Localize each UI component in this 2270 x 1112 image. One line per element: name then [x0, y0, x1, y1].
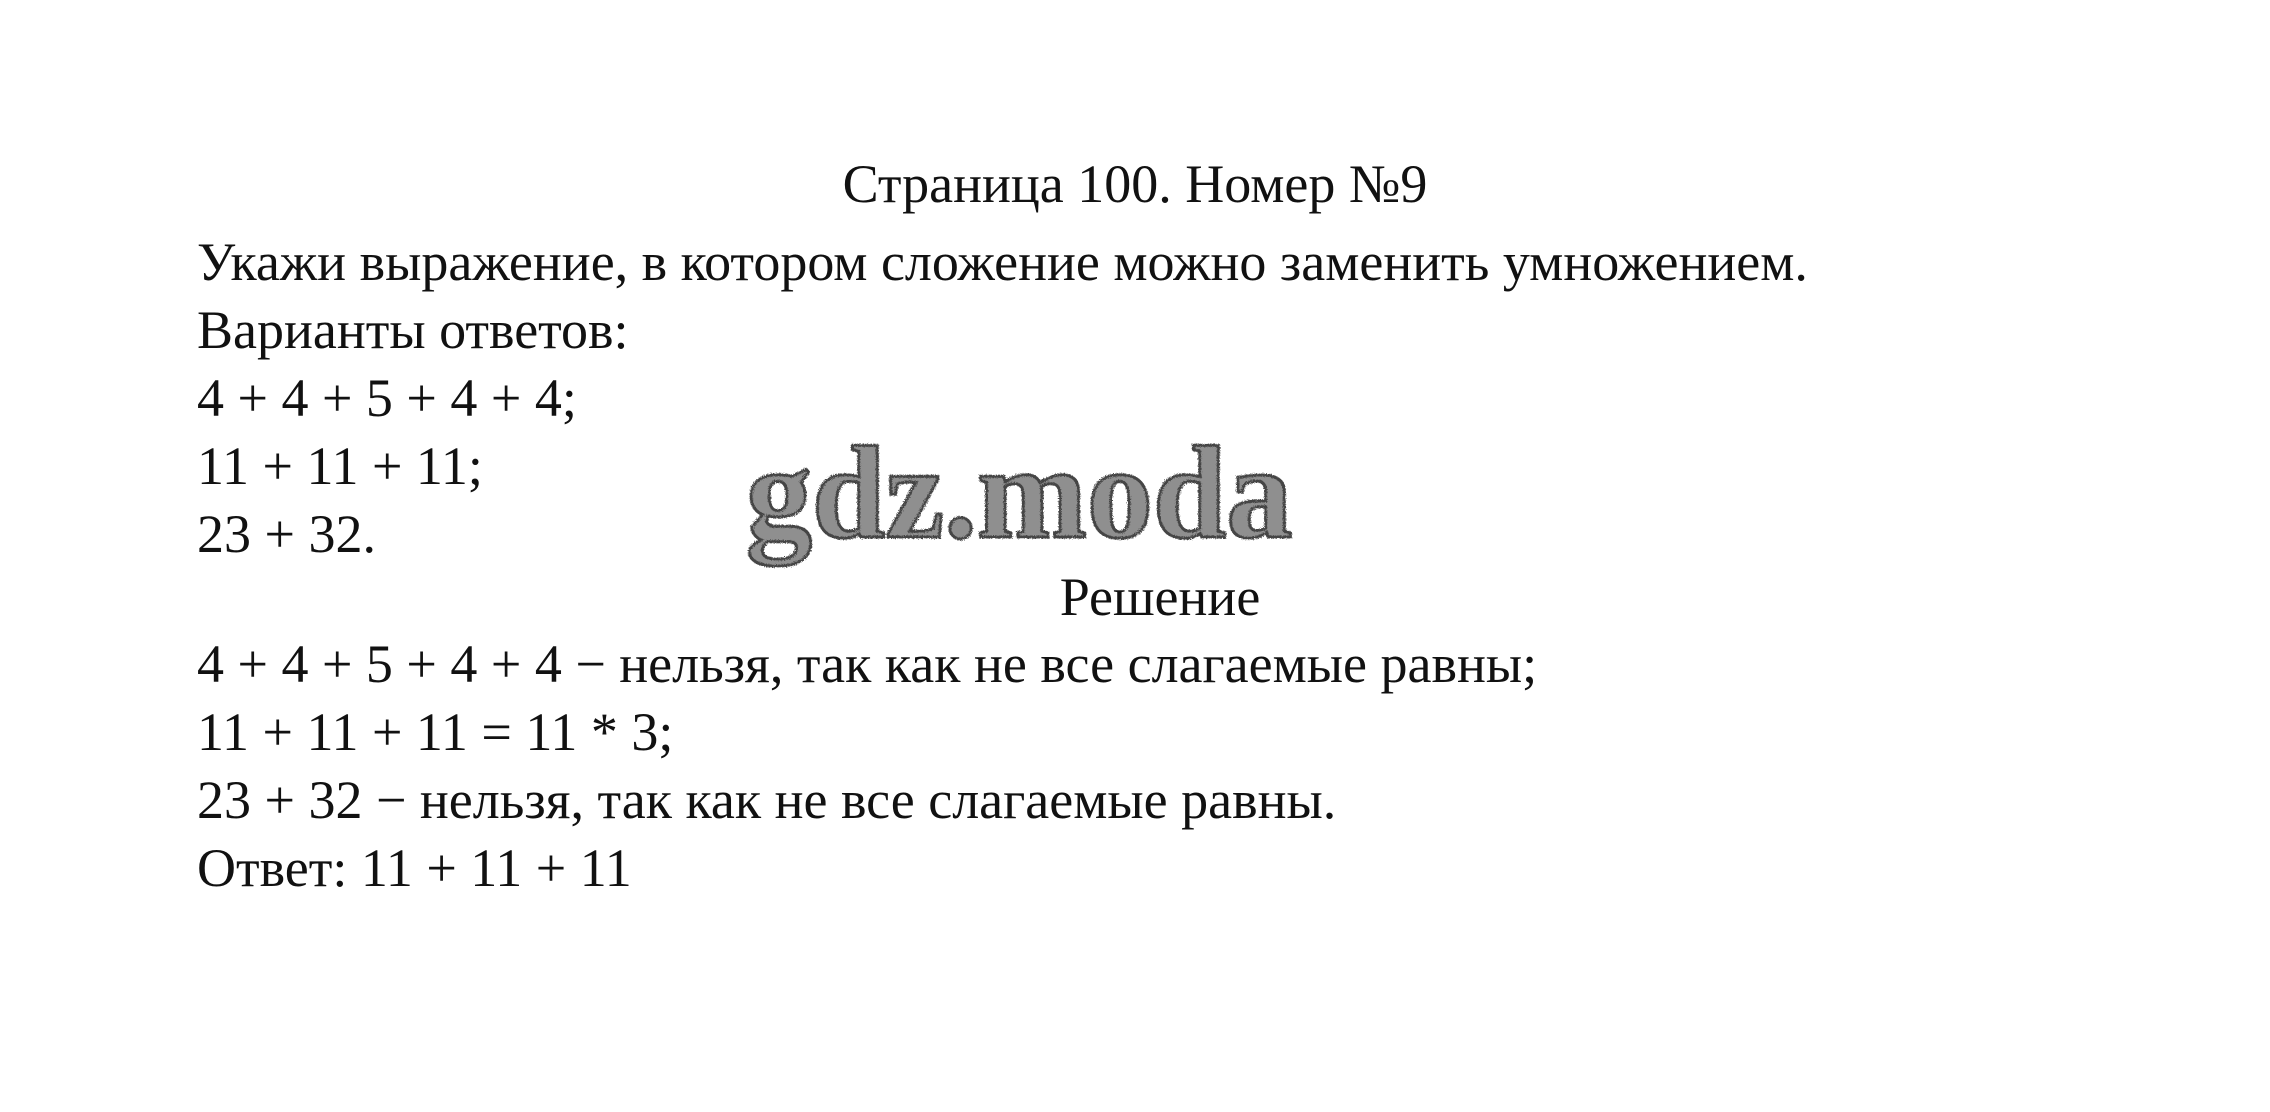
- answer-line: Ответ: 11 + 11 + 11: [197, 838, 632, 898]
- option-item: 23 + 32.: [197, 504, 376, 564]
- solution-line: 4 + 4 + 5 + 4 + 4 − нельзя, так как не все слагаемые равны;: [197, 634, 1538, 694]
- options-label: Варианты ответов:: [197, 300, 629, 360]
- solution-heading: Решение: [1059, 567, 1261, 627]
- page-title: Страница 100. Номер №9: [842, 154, 1428, 214]
- solution-line: 11 + 11 + 11 = 11 * 3;: [197, 702, 674, 762]
- solution-line: 23 + 32 − нельзя, так как не все слагаемые равны.: [197, 770, 1337, 830]
- solution-block: [197, 630, 1537, 902]
- task-question: Укажи выражение, в котором сложение можно заменить умножением.: [197, 232, 1808, 292]
- option-item: 11 + 11 + 11;: [197, 436, 483, 496]
- option-item: 4 + 4 + 5 + 4 + 4;: [197, 368, 577, 428]
- watermark-text: gdz.moda: [746, 425, 1293, 566]
